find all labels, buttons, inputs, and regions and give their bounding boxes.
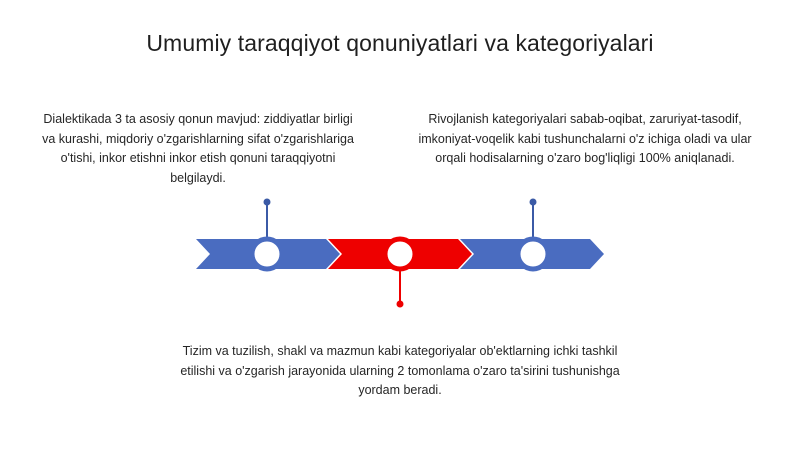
connector-1-dot (264, 199, 271, 206)
milestone-2-marker (385, 239, 415, 269)
milestone-1-marker (252, 239, 282, 269)
milestone-3-text: Rivojlanish kategoriyalari sabab-oqibat, zaruriyat-tasodif, imkoniyat-voqelik kabi tushunchalarni o'z ichiga oladi va ular orqali hodisalarning o'zaro bog'liqligi 100% aniqlanadi. (418, 112, 752, 165)
milestone-2-text: Tizim va tuzilish, shakl va mazmun kabi kategoriyalar ob'ektlarning ichki tashkil etilishi va o'zgarish jarayonida ularning 2 tomonlama o'zaro ta'sirini tushunishga yordam beradi. (180, 344, 620, 397)
slide-title: Umumiy taraqqiyot qonuniyatlari va kategoriyalari (146, 30, 654, 56)
milestone-3-marker (518, 239, 548, 269)
milestone-1-text: Dialektikada 3 ta asosiy qonun mavjud: ziddiyatlar birligi va kurashi, miqdoriy o'zgarishlarning sifat o'zgarishlariga o'tishi, inkor etishni inkor etish qonuni taraqqiyotni belgilaydi. (42, 112, 354, 185)
connector-2-dot (397, 301, 404, 308)
connector-3-dot (530, 199, 537, 206)
